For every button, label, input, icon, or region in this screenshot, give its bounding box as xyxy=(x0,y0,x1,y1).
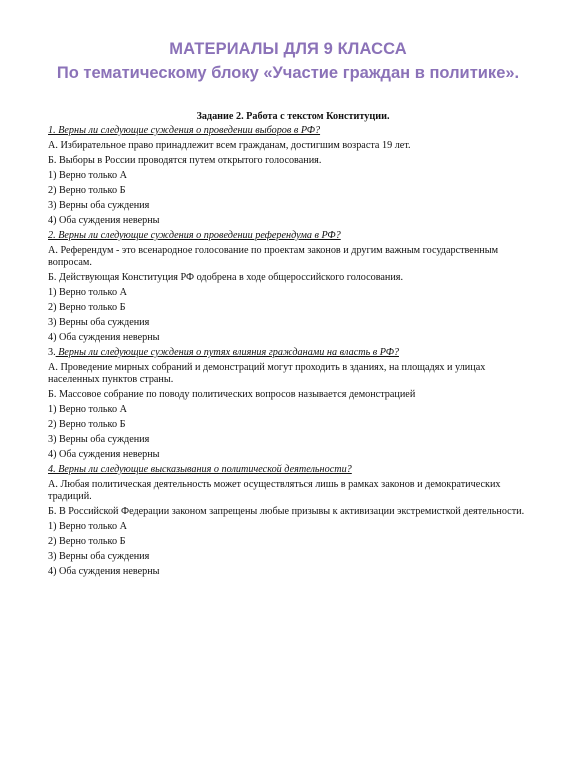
question-block-4 xyxy=(48,464,538,578)
question-number: 3. xyxy=(48,347,56,358)
answer-option: 4) Оба суждения неверны xyxy=(48,566,160,577)
statement-a: А. Проведение мирных собраний и демонстраций могут проходить в зданиях, на площадях и улицах населенных пунктов страны. xyxy=(48,362,486,385)
question-text: 2. Верны ли следующие суждения о проведении референдума в РФ? xyxy=(48,230,341,241)
question-text: Верны ли следующие суждения о путях влияния гражданами на власть в РФ? xyxy=(55,347,399,358)
statement-a: А. Любая политическая деятельность может осуществляться лишь в рамках законов и демократических традиций. xyxy=(48,479,501,502)
question-text: 1. Верны ли следующие суждения о проведении выборов в РФ? xyxy=(48,125,321,136)
answer-option: 1) Верно только А xyxy=(48,521,127,532)
answer-option: 1) Верно только А xyxy=(48,287,127,298)
statement-a: А. Референдум - это всенародное голосование по проектам законов и другим важным государственным вопросам. xyxy=(48,245,499,268)
answer-option: 1) Верно только А xyxy=(48,404,127,415)
question-block-1 xyxy=(48,125,538,227)
document-body xyxy=(48,110,538,581)
answer-option: 2) Верно только Б xyxy=(48,302,126,313)
question-line xyxy=(48,347,538,359)
statement-b: Б. Выборы в России проводятся путем открытого голосования. xyxy=(48,155,322,166)
question-block-3 xyxy=(48,347,538,461)
statement-b: Б. В Российской Федерации законом запрещены любые призывы к активизации экстремисткой деятельности. xyxy=(48,506,525,517)
answer-option: 3) Верны оба суждения xyxy=(48,434,150,445)
statement-b: Б. Действующая Конституция РФ одобрена в ходе общероссийского голосования. xyxy=(48,272,404,283)
statement-b: Б. Массовое собрание по поводу политических вопросов называется демонстрацией xyxy=(48,389,416,400)
task-heading: Задание 2. Работа с текстом Конституции. xyxy=(196,111,390,122)
answer-option: 1) Верно только А xyxy=(48,170,127,181)
answer-option: 2) Верно только Б xyxy=(48,536,126,547)
answer-option: 4) Оба суждения неверны xyxy=(48,332,160,343)
title-line-grade: МАТЕРИАЛЫ ДЛЯ 9 КЛАССА xyxy=(169,40,407,58)
title-line-topic: По тематическому блоку «Участие граждан в политике». xyxy=(56,64,520,82)
answer-option: 2) Верно только Б xyxy=(48,185,126,196)
answer-option: 3) Верны оба суждения xyxy=(48,200,150,211)
answer-option: 4) Оба суждения неверны xyxy=(48,449,160,460)
answer-option: 2) Верно только Б xyxy=(48,419,126,430)
question-text: 4. Верны ли следующие высказывания о политической деятельности? xyxy=(48,464,352,475)
statement-a: А. Избирательное право принадлежит всем гражданам, достигшим возраста 19 лет. xyxy=(48,140,411,151)
document-title xyxy=(0,38,576,84)
question-block-2 xyxy=(48,230,538,344)
answer-option: 3) Верны оба суждения xyxy=(48,551,150,562)
answer-option: 4) Оба суждения неверны xyxy=(48,215,160,226)
answer-option: 3) Верны оба суждения xyxy=(48,317,150,328)
